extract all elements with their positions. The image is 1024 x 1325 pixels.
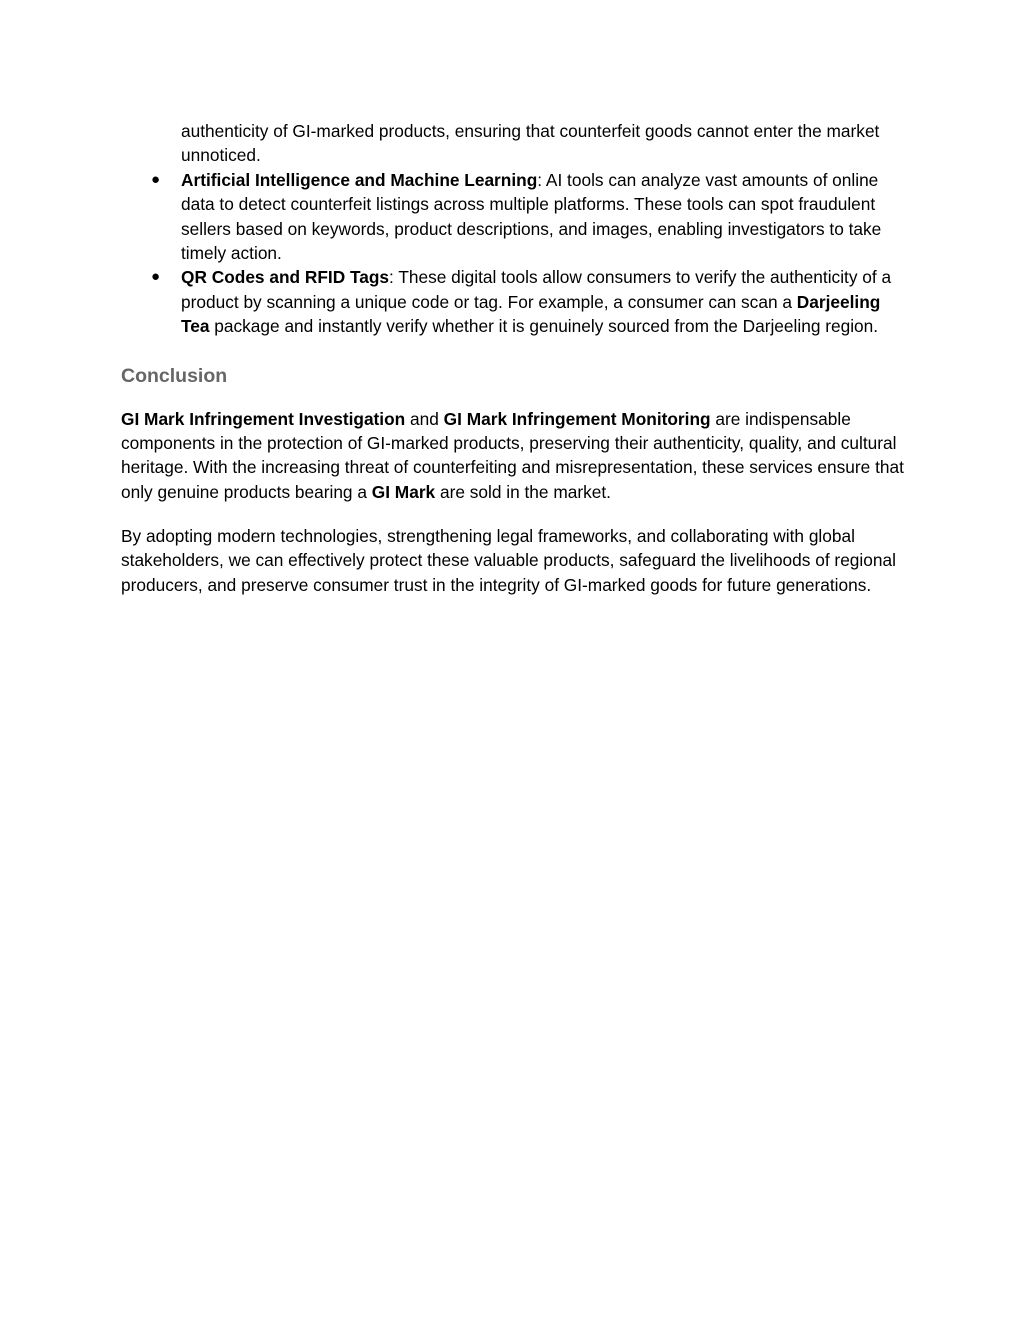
document-page [121, 119, 911, 597]
list-item-text: : AI tools can analyze vast amounts of online data to detect counterfeit listings across multiple platforms. These tools can spot fraudulent sellers based on keywords, product descriptions, and images, enabling investigators to take timely action. [181, 169, 882, 264]
conclusion-heading: Conclusion [121, 364, 228, 387]
list-item-text: : These digital tools allow consumers to verify the authenticity of a product by scanning a unique code or tag. For example, a consumer can scan a [181, 267, 892, 312]
paragraph-text: are sold in the market. [435, 481, 611, 502]
list-item-term: Artificial Intelligence and Machine Learning [181, 169, 538, 190]
emphasis-monitoring: GI Mark Infringement Monitoring [443, 408, 711, 429]
list-item-term: QR Codes and RFID Tags [181, 267, 390, 288]
list-item [121, 265, 911, 338]
paragraph-text: and [405, 408, 444, 429]
list-item [121, 168, 911, 266]
paragraph-text: are indispensable components in the protection of GI-marked products, preserving their authenticity, quality, and cultural heritage. With the increasing threat of counterfeiting and misrepresentation, these services ensure that only genuine products bearing a [121, 408, 904, 502]
bullet-icon: ● [151, 170, 161, 188]
list-item-text-end: package and instantly verify whether it is genuinely sourced from the Darjeeling region. [209, 316, 879, 337]
emphasis-gi-mark: GI Mark [371, 481, 436, 502]
list-item [121, 119, 911, 168]
list-item-emphasis: Darjeeling Tea [181, 291, 881, 337]
conclusion-paragraph-1 [121, 407, 911, 505]
emphasis-investigation: GI Mark Infringement Investigation [121, 408, 406, 429]
list-item-text: authenticity of GI-marked products, ensuring that counterfeit goods cannot enter the market unnoticed. [181, 121, 880, 166]
technology-list [121, 119, 911, 339]
conclusion-paragraph-2: By adopting modern technologies, strengthening legal frameworks, and collaborating with global stakeholders, we can effectively protect these valuable products, safeguard the livelihoods of regional producers, and preserve consumer trust in the integrity of GI-marked goods for future generations. [121, 525, 896, 595]
bullet-icon: ● [151, 268, 161, 286]
